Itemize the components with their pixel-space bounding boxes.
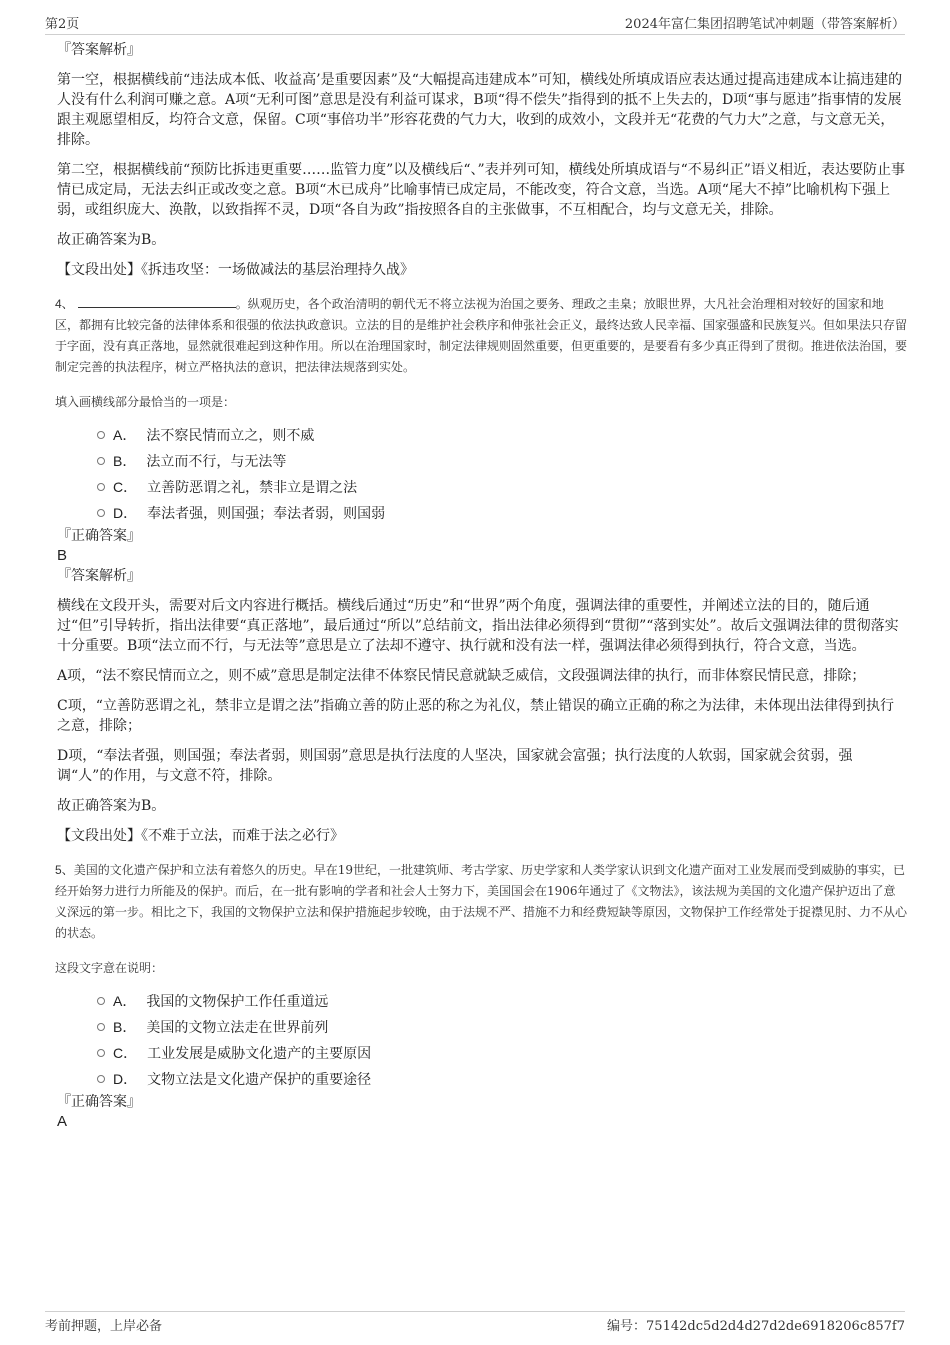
q4-stem	[55, 294, 907, 378]
q4-options	[97, 422, 907, 526]
q4-fill-blank	[78, 295, 236, 308]
q5-stem-text: 美国的文化遗产保护和立法有着悠久的历史。早在19世纪，一批建筑师、考古学家、历史学家和人类学家认识到文化遗产面对工业发展而受到威胁的事实，已经开始努力进行力所能及的保护。而后，在一批有影响的学者和社会人士努力下，美国国会在1906年通过了《文物法》，该法规为美国的文化遗产保护迈出了意义深远的第一步。相比之下，我国的文物保护立法和保护措施起步较晚，由于法规不严、措施不力和经费短缺等原因，文物保护工作经常处于捉襟见肘、力不从心的状态。	[55, 863, 908, 940]
q5-options	[97, 988, 907, 1092]
q5-answer-label: 『正确答案』	[57, 1094, 141, 1110]
radio-icon[interactable]	[97, 1023, 105, 1031]
q4-source: 【文段出处】《不难于立法，而难于法之必行》	[57, 828, 344, 844]
page-header	[45, 10, 905, 35]
q4-analysis-para-1: 横线在文段开头，需要对后文内容进行概括。横线后通过“历史”和“世界”两个角度，强调法律的重要性，并阐述立法的目的，随后通过“但”引导转折，指出法律要“真正落地”，最后通过“所以”总结前文，指出法律必须得到“贯彻”“落到实处”。故后文强调法律的贯彻落实十分重要。B项“法立而不行，与无法等”意思是立了法却不遵守、执行就和没有法一样，强调法律必须得到执行，符合文意，当选。	[57, 598, 899, 654]
radio-icon[interactable]	[97, 483, 105, 491]
q4-answer-label: 『正确答案』	[57, 528, 141, 544]
radio-icon[interactable]	[97, 431, 105, 439]
q3-analysis-para-1: 第一空，根据横线前“违法成本低、收益高’是重要因素”及“大幅提高违建成本”可知，横线处所填成语应表达通过提高违建成本让搞违建的人没有什么利润可赚之意。A项“无利可图”意思是没有利益可谋求，B项“得不偿失”指得到的抵不上失去的，D项“事与愿违”指事情的发展跟主观愿望相反，均符合文意，保留。C项“事倍功半”形容花费的气力大，收到的成效小，文段并无“花费的气力大”之意，与文意无关，排除。	[57, 72, 903, 148]
q4-analysis-para-3: C项，“立善防恶谓之礼，禁非立是谓之法”指确立善的防止恶的称之为礼仪，禁止错误的确立正确的称之为法律，未体现出法律得到执行之意，排除；	[57, 698, 895, 734]
q3-analysis-para-2: 第二空，根据横线前“预防比拆违更重要……监管力度”以及横线后“、”表并列可知，横线处所填成语与“不易纠正”语义相近，表达要防止事情已成定局，无法去纠正或改变之意。B项“木已成舟”比喻事情已成定局，不能改变，符合文意，当选。A项“尾大不掉”比喻机构下强上弱，或组织庞大、涣散，以致指挥不灵，D项“各自为政”指按照各自的主张做事，不互相配合，均与文意无关，排除。	[57, 162, 905, 218]
q4-analysis-label: 『答案解析』	[57, 568, 141, 584]
q3-source: 【文段出处】《拆违攻坚：一场做减法的基层治理持久战》	[57, 262, 414, 278]
radio-icon[interactable]	[97, 457, 105, 465]
radio-icon[interactable]	[97, 1075, 105, 1083]
q4-option-b[interactable]: B． 法立而不行，与无法等	[97, 448, 907, 474]
q5-stem	[55, 860, 907, 944]
q3-analysis-label: 『答案解析』	[57, 42, 141, 58]
page-footer	[45, 1311, 905, 1336]
q4-option-d[interactable]: D． 奉法者强，则国强；奉法者弱，则国弱	[97, 500, 907, 526]
document-title: 2024年富仁集团招聘笔试冲刺题（带答案解析）	[624, 17, 905, 32]
q4-conclusion: 故正确答案为B。	[57, 798, 166, 814]
footer-doc-id: 编号：75142dc5d2d4d27d2de6918206c857f7	[607, 1318, 905, 1334]
q4-prompt: 填入画横线部分最恰当的一项是：	[55, 395, 236, 409]
q5-option-a[interactable]: A． 我国的文物保护工作任重道远	[97, 988, 907, 1014]
footer-slogan: 考前押题，上岸必备	[45, 1318, 163, 1334]
q4-answer: B	[57, 547, 68, 564]
q4-number: 4、	[55, 297, 74, 311]
q5-number: 5、	[55, 863, 74, 877]
q4-option-a[interactable]: A． 法不察民情而立之，则不威	[97, 422, 907, 448]
q5-prompt: 这段文字意在说明：	[55, 961, 164, 975]
q5-option-d[interactable]: D． 文物立法是文化遗产保护的重要途径	[97, 1066, 907, 1092]
q4-stem-text: 。纵观历史，各个政治清明的朝代无不将立法视为治国之要务、理政之圭臬；放眼世界，大凡社会治理相对较好的国家和地区，都拥有比较完备的法律体系和很强的依法执政意识。立法的目的是维护社会秩序和伸张社会正义，最终达致人民幸福、国家强盛和民族复兴。但如果法只存留于字面，没有真正落地，显然就很难起到这种作用。所以在治理国家时，制定法律规则固然重要，但更重要的，是要看有多少真正得到了贯彻。推进依法治国，要制定完善的执法程序，树立严格执法的意识，把法律法规落到实处。	[55, 297, 908, 374]
q4-option-c[interactable]: C． 立善防恶谓之礼，禁非立是谓之法	[97, 474, 907, 500]
q4-analysis-para-2: A项，“法不察民情而立之，则不威”意思是制定法律不体察民情民意就缺乏威信，文段强调法律的执行，而非体察民情民意，排除；	[57, 668, 866, 684]
radio-icon[interactable]	[97, 997, 105, 1005]
q3-conclusion: 故正确答案为B。	[57, 232, 166, 248]
radio-icon[interactable]	[97, 509, 105, 517]
radio-icon[interactable]	[97, 1049, 105, 1057]
q4-analysis-para-4: D项，“奉法者强，则国强；奉法者弱，则国弱”意思是执行法度的人坚决，国家就会富强；执行法度的人软弱，国家就会贫弱，强调“人”的作用，与文意不符，排除。	[57, 748, 853, 784]
q5-option-b[interactable]: B． 美国的文物立法走在世界前列	[97, 1014, 907, 1040]
q5-option-c[interactable]: C． 工业发展是威胁文化遗产的主要原因	[97, 1040, 907, 1066]
page-number: 第2页	[45, 17, 80, 32]
page-content	[57, 40, 907, 1132]
q5-answer: A	[57, 1113, 68, 1130]
